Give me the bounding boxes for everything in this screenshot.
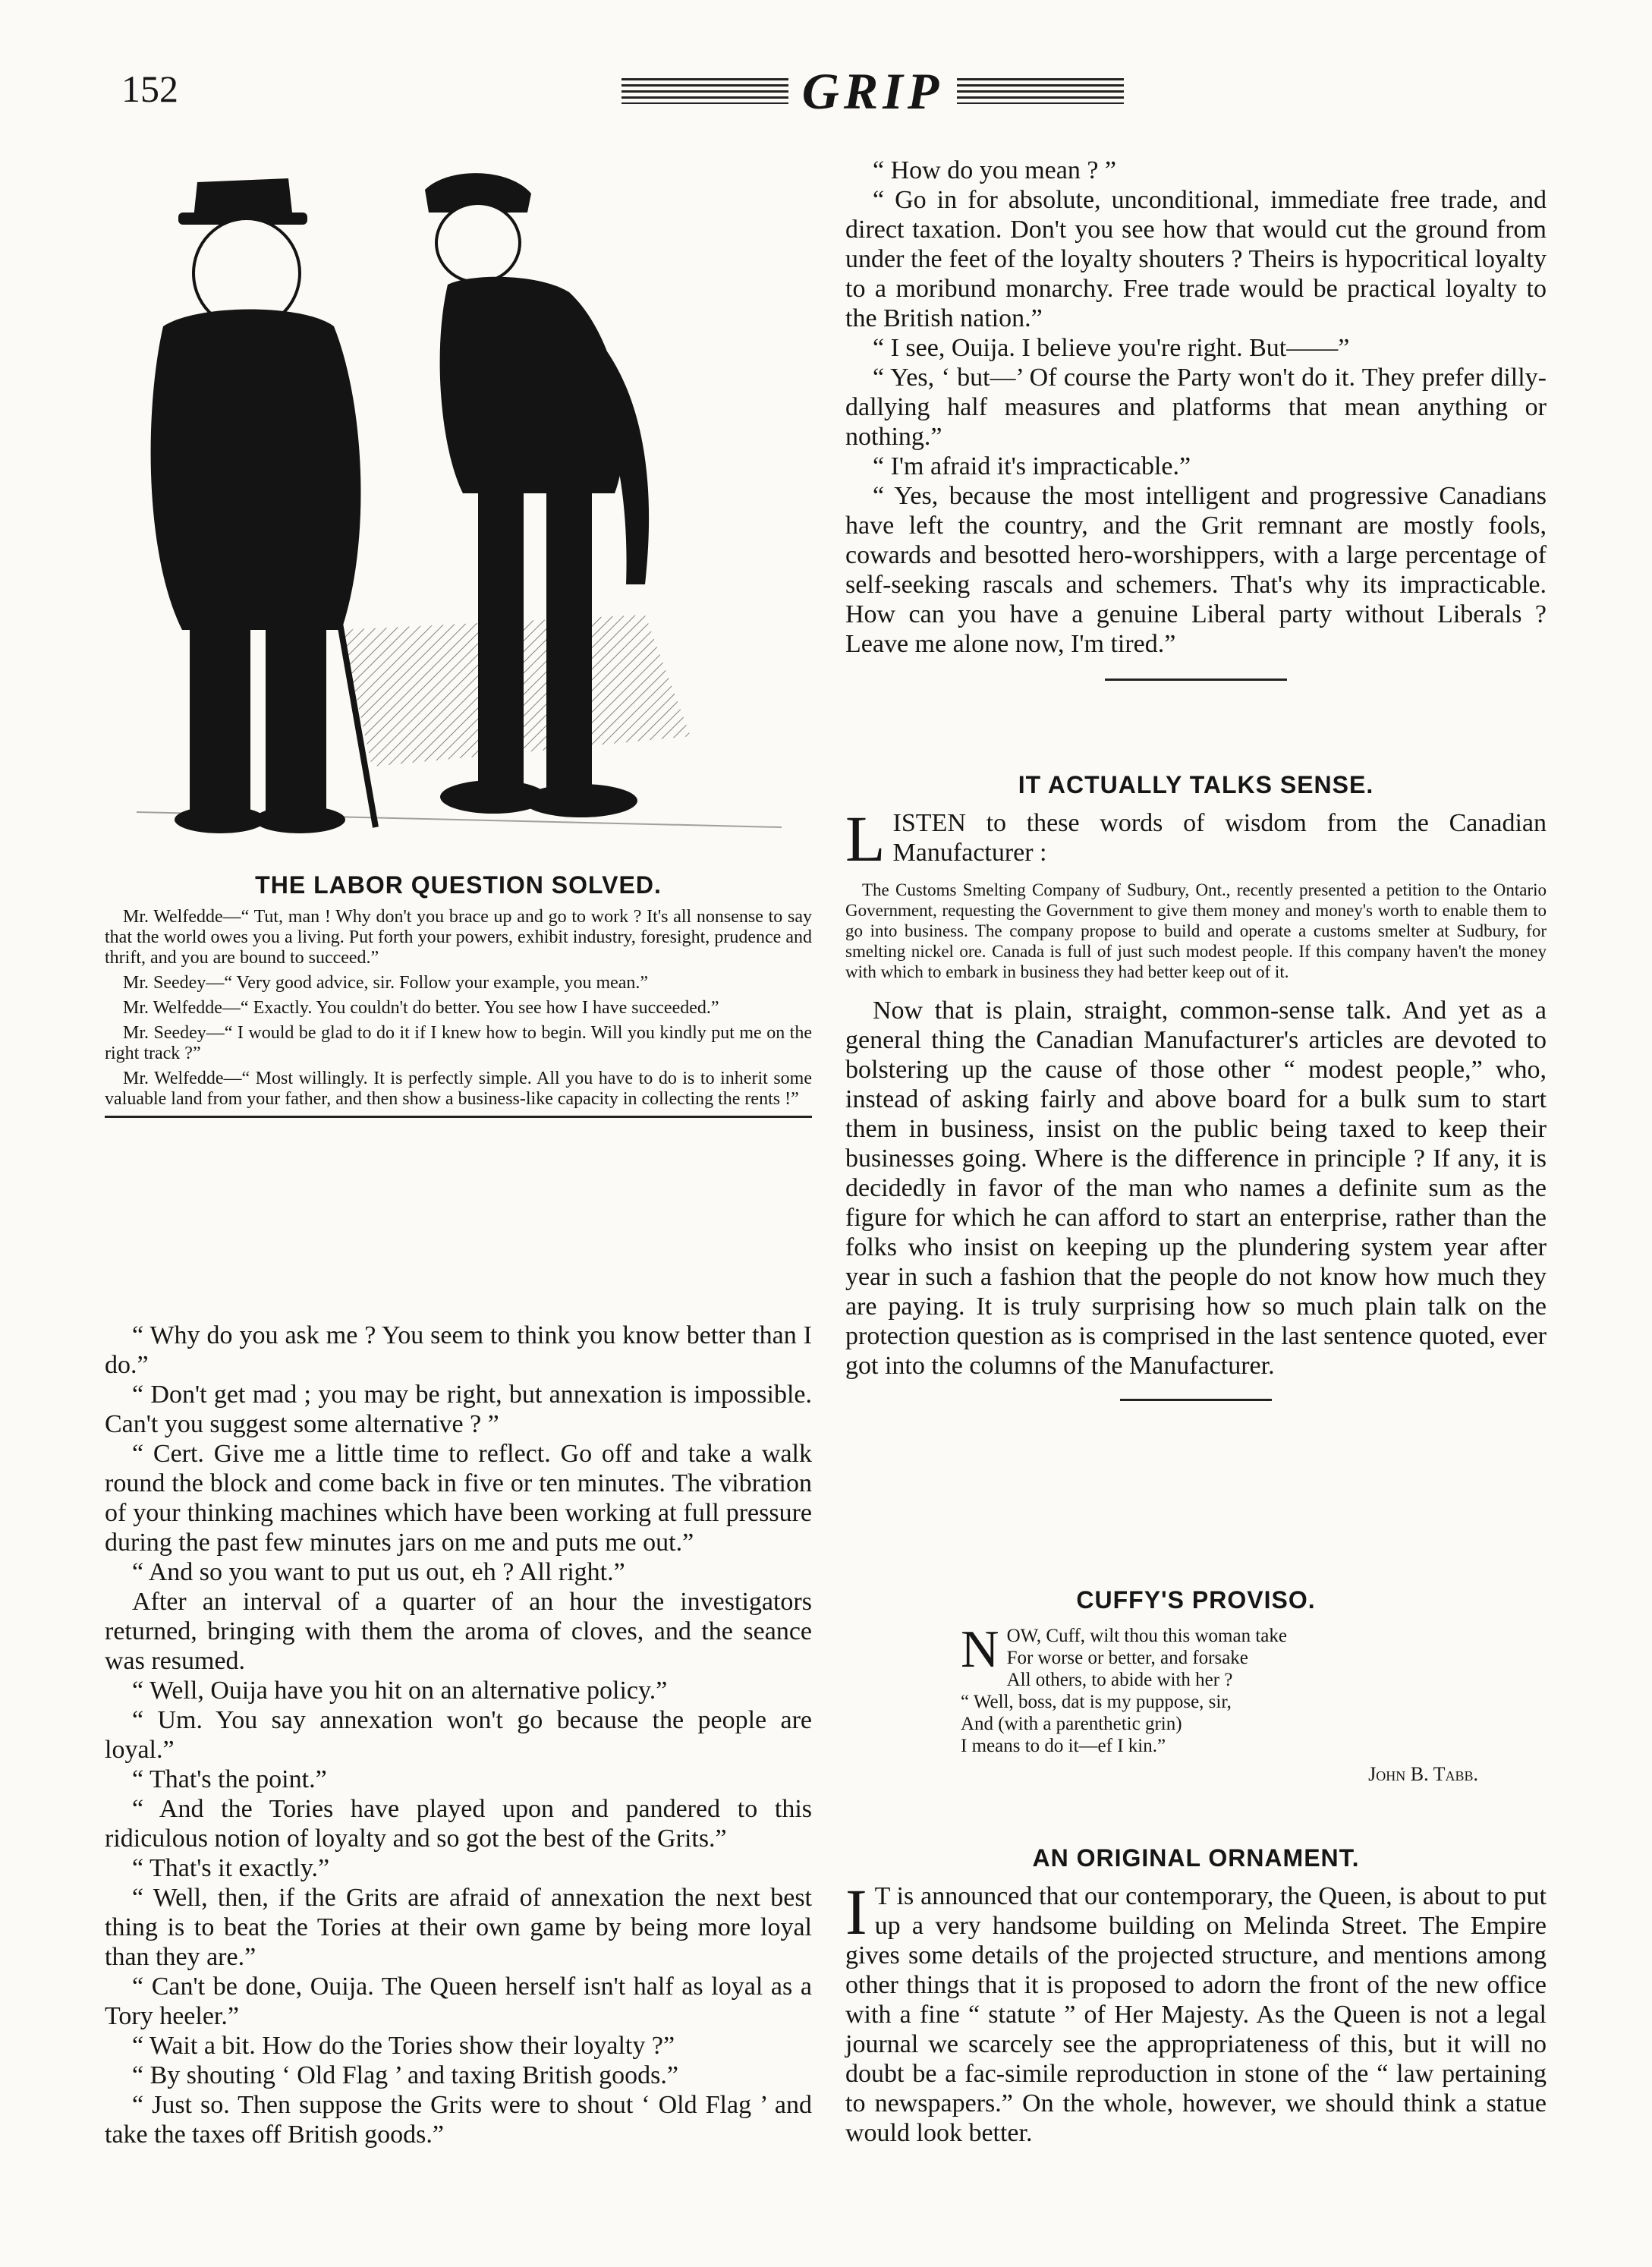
ornament-text: T is announced that our contemporary, the Queen, is about to put up a very handsome building on Melinda Street. The Empire gives some details of the projected structure, and mentions among other things that it is proposed to adorn the front of the new office with a fine “ statute ” of Her Majesty. As the Queen is not a legal journal we scarcely see the appropriateness of this, but it will no doubt be a fac-simile reproduction in stone of the “ law pertaining to newspapers.” On the whole, however, we should think a statue would look better. bbox=[845, 1882, 1547, 2147]
talks-sense-intro-text: ISTEN to these words of wisdom from the Canadian Manufacturer : bbox=[892, 809, 1547, 867]
cartoon-caption bbox=[105, 871, 812, 1118]
poem-line: And (with a parenthetic grin) bbox=[961, 1714, 1182, 1734]
dialogue-line: Mr. Welfedde—“ Exactly. You couldn't do better. You see how I have succeeded.” bbox=[123, 998, 719, 1018]
story-paragraph: “ Um. You say annexation won't go because the people are loyal.” bbox=[105, 1706, 812, 1764]
story-paragraph: “ Wait a bit. How do the Tories show their loyalty ?” bbox=[132, 2032, 675, 2060]
talks-sense-paragraph: Now that is plain, straight, common-sense talk. And yet as a general thing the Canadian Manufacturer's articles are devoted to bolstering up the cause of those other “ modest people,” who, instead of asking fairly and above board for a bulk sum to start them in business, insist on the public being taxed to keep their businesses going. Where is the difference in principle ? If any, it is decidedly in favor of the man who names a definite sum as the figure for which he can afford to start an enterprise, rather than the folks who insist on keeping up the plundering system year after year in such a fashion that the people do not know how much they are paying. It is truly surprising how so much plain talk on the protection question as is comprised in the last sentence quoted, ever got into the columns of the Manufacturer. bbox=[845, 997, 1547, 1380]
story-paragraph: “ And so you want to put us out, eh ? All right.” bbox=[132, 1558, 625, 1586]
story-paragraph: “ Yes, ‘ but—’ Of course the Party won't do it. They prefer dilly-dallying half measures and platforms that mean anything or nothing.” bbox=[845, 364, 1547, 451]
story-paragraph: “ That's the point.” bbox=[132, 1765, 327, 1793]
ornament-article bbox=[845, 1844, 1547, 2148]
story-paragraph: After an interval of a quarter of an hour the investigators returned, bringing with them the aroma of cloves, and the seance was resumed. bbox=[105, 1588, 812, 1675]
right-story bbox=[845, 156, 1547, 681]
ornament-heading: AN ORIGINAL ORNAMENT. bbox=[1032, 1844, 1360, 1872]
dropcap-letter: L bbox=[845, 802, 886, 875]
poem-author: John B. Tabb. bbox=[1368, 1763, 1478, 1785]
talks-sense-article bbox=[845, 771, 1547, 1401]
story-paragraph: “ That's it exactly.” bbox=[132, 1854, 330, 1882]
poem-article bbox=[845, 1586, 1547, 1786]
talks-sense-heading: IT ACTUALLY TALKS SENSE. bbox=[1018, 771, 1374, 798]
caption-divider bbox=[105, 1116, 812, 1118]
talks-sense-body bbox=[845, 996, 1547, 1381]
section-divider bbox=[1105, 679, 1287, 681]
poem-line: I means to do it—ef I kin.” bbox=[961, 1736, 1166, 1756]
story-paragraph: “ Don't get mad ; you may be right, but annexation is impossible. Can't you suggest some alternative ? ” bbox=[105, 1381, 812, 1438]
poem-line: “ Well, boss, dat is my puppose, sir, bbox=[961, 1692, 1232, 1712]
poem-line: All others, to abide with her ? bbox=[1006, 1670, 1233, 1690]
story-paragraph: “ Well, Ouija have you hit on an alternative policy.” bbox=[132, 1677, 668, 1705]
story-paragraph: “ I'm afraid it's impracticable.” bbox=[873, 452, 1191, 480]
masthead-title: GRIP bbox=[801, 61, 944, 120]
story-paragraph: “ By shouting ‘ Old Flag ’ and taxing British goods.” bbox=[132, 2061, 678, 2089]
story-paragraph: “ How do you mean ? ” bbox=[873, 156, 1117, 184]
cartoon-caption-title: THE LABOR QUESTION SOLVED. bbox=[255, 871, 662, 899]
story-paragraph: “ Just so. Then suppose the Grits were to shout ‘ Old Flag ’ and take the taxes off British goods.” bbox=[105, 2091, 812, 2149]
cartoon-dialogue bbox=[105, 907, 812, 1110]
poem-line: For worse or better, and forsake bbox=[1006, 1648, 1248, 1668]
story-paragraph: “ Well, then, if the Grits are afraid of annexation the next best thing is to beat the Tories at their own game by being more loyal than they are.” bbox=[105, 1884, 812, 1971]
poem-lines bbox=[961, 1620, 1431, 1757]
story-paragraph: “ Can't be done, Ouija. The Queen herself isn't half as loyal as a Tory heeler.” bbox=[105, 1973, 812, 2030]
dialogue-line: Mr. Welfedde—“ Most willingly. It is perfectly simple. All you have to do is to inherit some valuable land from your father, and then show a business-like capacity in collecting the rents !” bbox=[105, 1069, 812, 1109]
figure-welfedde bbox=[151, 178, 376, 833]
dropcap-letter: N bbox=[961, 1620, 999, 1679]
masthead-rule-right bbox=[957, 78, 1124, 104]
story-paragraph: “ Yes, because the most intelligent and progressive Canadians have left the country, and the Grit remnant are mostly fools, cowards and besotted hero-worshippers, with a large percentage of self-seeking rascals and schemers. That's why its impracticable. How can you have a genuine Liberal party without Liberals ? Leave me alone now, I'm tired.” bbox=[845, 482, 1547, 658]
dialogue-line: Mr. Seedey—“ I would be glad to do it if I knew how to begin. Will you kindly put me on the right track ?” bbox=[105, 1023, 812, 1063]
story-paragraph: “ Cert. Give me a little time to reflect. Go off and take a walk round the block and come back in five or ten minutes. The vibration of your thinking machines which have been working at full pressure during the past few minutes jars on me and puts me out.” bbox=[105, 1440, 812, 1557]
masthead bbox=[592, 61, 1153, 121]
dialogue-line: Mr. Welfedde—“ Tut, man ! Why don't you brace up and go to work ? It's all nonsense to say that the world owes you a living. Put forth your powers, exhibit industry, foresight, prudence and thrift, and you are bound to succeed.” bbox=[105, 907, 812, 968]
section-divider bbox=[1120, 1399, 1272, 1401]
story-paragraph: “ I see, Ouija. I believe you're right. But——” bbox=[873, 334, 1350, 362]
story-paragraph: “ Why do you ask me ? You seem to think you know better than I do.” bbox=[105, 1321, 812, 1379]
masthead-rule-left bbox=[621, 78, 788, 104]
quote-text: The Customs Smelting Company of Sudbury, Ont., recently presented a petition to the Ontario Government, requesting the Government to give them money and money's worth to enable them to go into business. The company propose to build and operate a customs smelter at Sudbury, for smelting nickel ore. Canada is full of just such modest people. If this company haven't the money with which to embark in business they had better keep out of it. bbox=[845, 880, 1547, 981]
cartoon-illustration bbox=[114, 159, 812, 865]
page-number: 152 bbox=[121, 68, 178, 110]
talks-sense-intro bbox=[845, 802, 1547, 875]
poem-line: OW, Cuff, wilt thou this woman take bbox=[1006, 1626, 1287, 1646]
ornament-body bbox=[845, 1875, 1547, 2148]
dialogue-line: Mr. Seedey—“ Very good advice, sir. Follow your example, you mean.” bbox=[123, 973, 649, 993]
story-paragraph: “ Go in for absolute, unconditional, immediate free trade, and direct taxation. Don't you see how that would cut the ground from under the feet of the loyalty shouters ? Theirs is hypocritical loyalty to a moribund monarchy. Free trade would be practical loyalty to the British nation.” bbox=[845, 186, 1547, 332]
story-paragraph: “ And the Tories have played upon and pandered to this ridiculous notion of loyalty and so got the best of the Grits.” bbox=[105, 1795, 812, 1853]
dropcap-letter: I bbox=[845, 1875, 867, 1948]
poem-body bbox=[961, 1620, 1431, 1757]
left-story bbox=[105, 1321, 812, 2149]
poem-heading: CUFFY'S PROVISO. bbox=[1076, 1586, 1316, 1614]
manufacturer-quote bbox=[845, 880, 1547, 982]
